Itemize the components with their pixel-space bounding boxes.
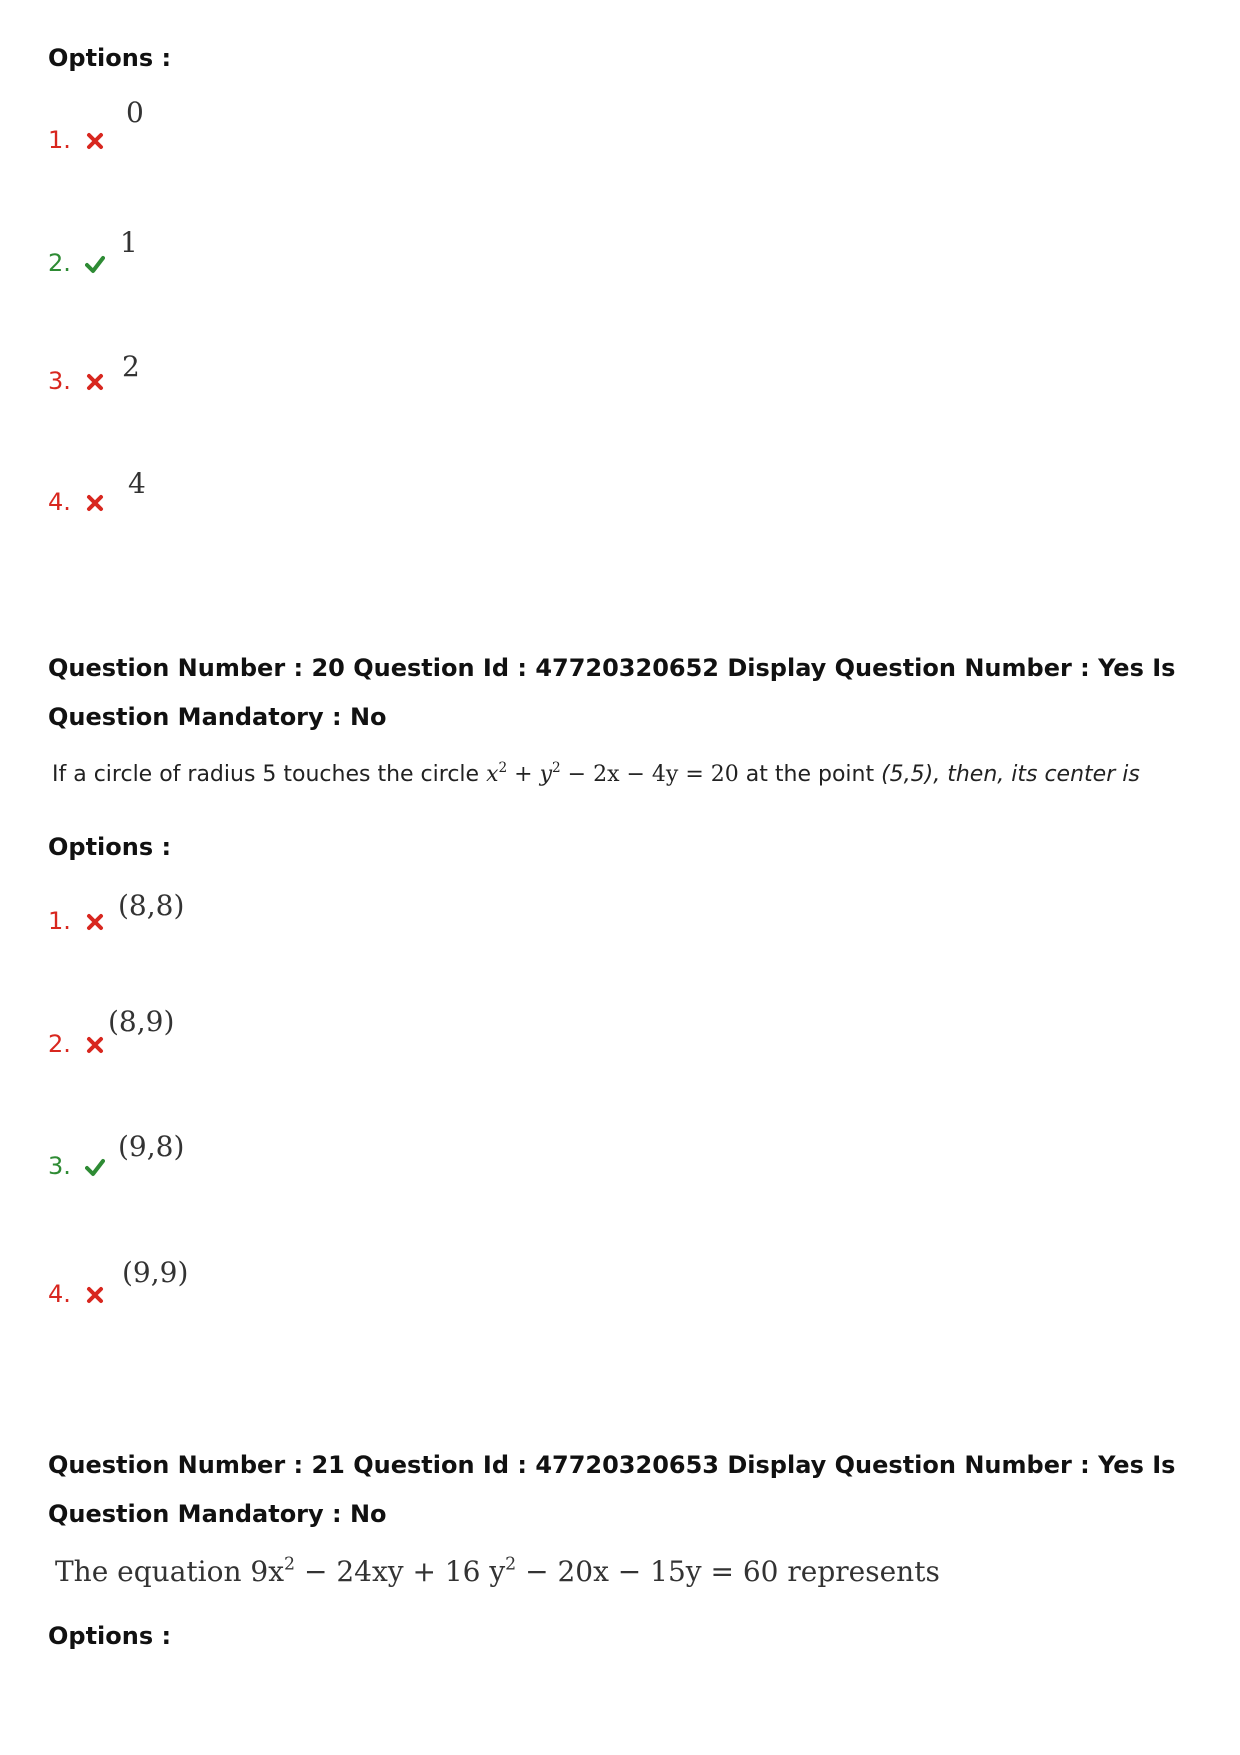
question-text (52, 762, 1140, 787)
question-point: (5,5), (881, 762, 941, 787)
question-header: Question Number : 21 Question Id : 47720320653 Display Question Number : Yes Is Question Mandatory : No (48, 1451, 1176, 1528)
option-number: 4. (48, 488, 71, 516)
option-value: (9,9) (122, 1256, 189, 1289)
option-3 (48, 1152, 105, 1180)
option-1 (48, 907, 105, 935)
option-number: 2. (48, 1030, 71, 1058)
option-number: 1. (48, 907, 71, 935)
question-ending: then, its center is (940, 762, 1140, 787)
option-value: 0 (126, 96, 144, 129)
equation-exponent: 2 (498, 760, 508, 777)
option-number: 3. (48, 367, 71, 395)
option-value: 2 (122, 350, 140, 383)
options-label: Options : (48, 1622, 172, 1650)
question-text (55, 1555, 940, 1588)
option-value: (9,8) (118, 1130, 185, 1163)
cross-icon (85, 1035, 105, 1055)
question-part-b: − 24xy + 16 y (295, 1555, 506, 1588)
option-value: (8,9) (108, 1005, 175, 1038)
equation-exponent: 2 (552, 760, 561, 777)
option-value: 1 (120, 226, 138, 259)
option-1 (48, 126, 105, 154)
check-icon (85, 254, 105, 274)
options-label: Options : (48, 44, 172, 72)
option-4 (48, 488, 105, 516)
option-number: 2. (48, 249, 71, 277)
question-part-a: The equation 9x (55, 1555, 285, 1588)
equation-plus-y: + y (507, 762, 553, 787)
equation-exponent: 2 (505, 1554, 517, 1575)
option-2 (48, 1030, 105, 1058)
option-number: 1. (48, 126, 71, 154)
question-point-label: at the point (738, 762, 882, 787)
check-icon (85, 1157, 105, 1177)
cross-icon (85, 912, 105, 932)
equation-x: x (486, 762, 499, 787)
option-number: 4. (48, 1280, 71, 1308)
option-value: (8,8) (118, 889, 185, 922)
equation-rest: − 2x − 4y = 20 (560, 762, 739, 787)
option-4 (48, 1280, 105, 1308)
option-3 (48, 367, 105, 395)
question-part-c: − 20x − 15y = 60 represents (516, 1555, 940, 1588)
option-number: 3. (48, 1152, 71, 1180)
cross-icon (85, 1285, 105, 1305)
question-intro: If a circle of radius 5 touches the circle (52, 762, 487, 787)
cross-icon (85, 493, 105, 513)
equation-exponent: 2 (284, 1554, 296, 1575)
options-label: Options : (48, 833, 172, 861)
option-value: 4 (128, 467, 146, 500)
question-header: Question Number : 20 Question Id : 47720320652 Display Question Number : Yes Is Question Mandatory : No (48, 654, 1176, 731)
option-2 (48, 249, 105, 277)
cross-icon (85, 372, 105, 392)
cross-icon (85, 131, 105, 151)
